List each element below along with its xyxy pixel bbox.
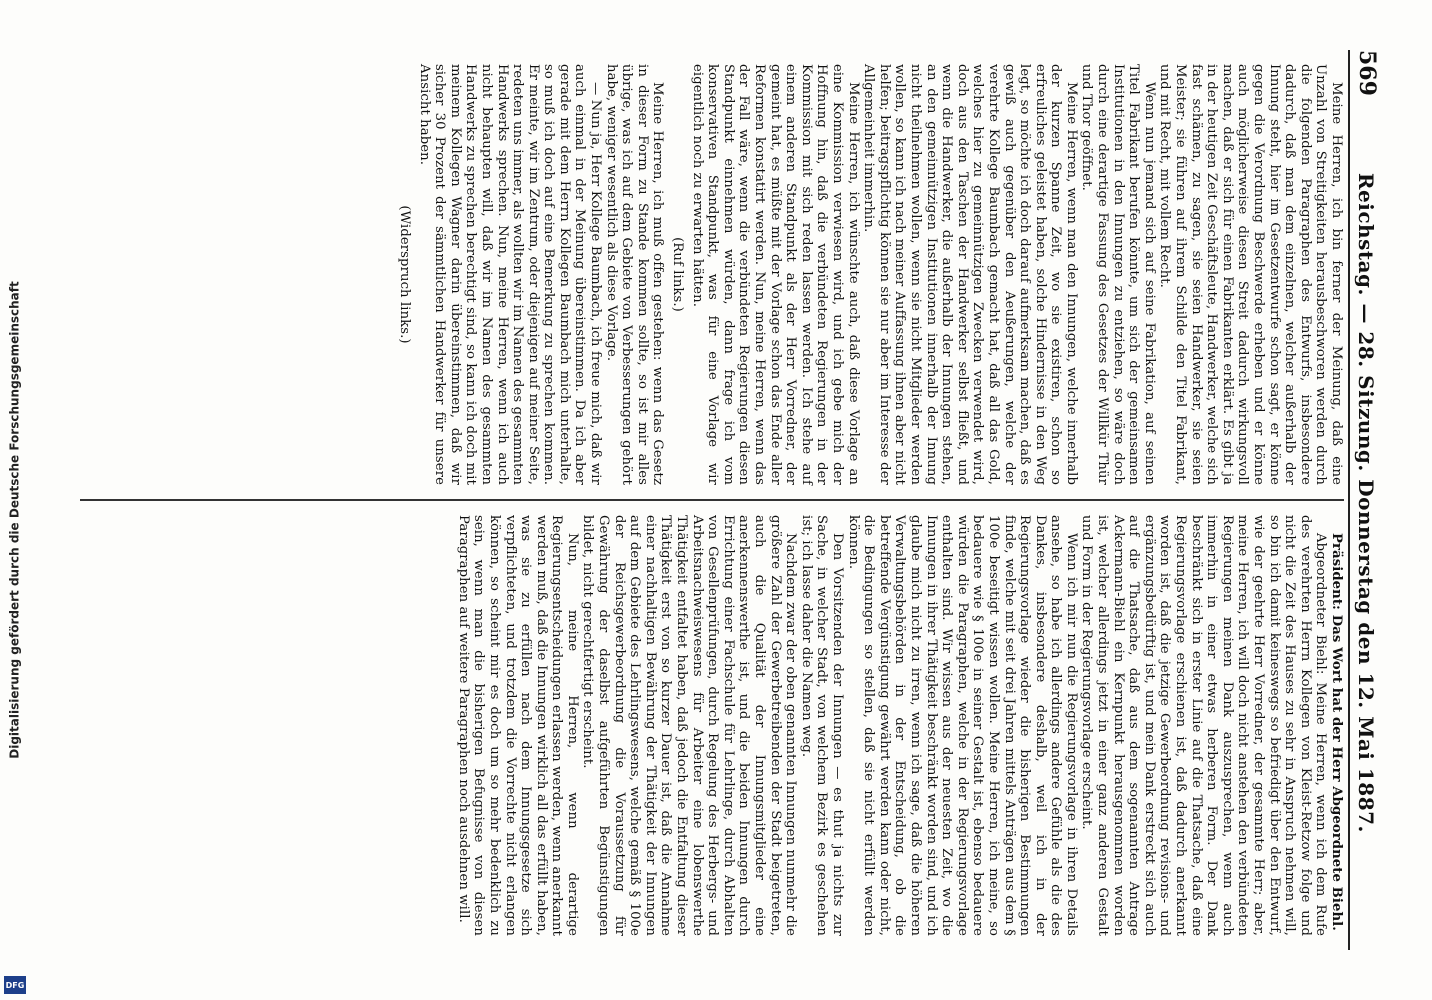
dfg-logo-icon: DFG [4,976,26,994]
paragraph: Wenn nun jemand sich auf seine Fabrikation, auf seinen Titel Fabrikant berufen könnte, um sich der gemeinsamen Institutionen in den Innungen zu entziehen, so wäre doch durch eine derartige Fassung des Gesetzes der Willkür Thür und Thor geöffnet. [1079,64,1157,485]
paragraph: Nun, meine Herren, wenn derartige Regierungsentscheidungen erlassen werden, wenn anerkannt werden muß, daß die Innungen wirklich all das erfüllt haben, was sie zu erfüllen nach dem Innungsgesetze sich verpflichteten, und trotzdem die Vorrechte nicht erlangen können, so scheint mir es doch um so mehr bedenklich zu sein, wenn man die bisherigen Befugnisse von diesen Paragraphen auf weitere Paragraphen noch ausdehnen will. [455,515,580,936]
paragraph: Den Vorsitzenden der Innungen — es thut ja nichts zur Sache, in welcher Stadt, von welchem Bezirk es geschehen ist; ich lasse daher die Namen weg. [798,515,845,936]
column-right [80,501,1344,950]
paragraph: Meine Herren, ich bin ferner der Meinung, daß eine Unzahl von Streitigkeiten herausbeschworen werden durch die folgenden Paragraphen des Entwurfs, insbesondere dadurch, daß man dem einzelnen, welcher außerhalb der Innung steht, hier im Gesetzentwurfe schon sagt, er könne gegen die Verordnung Beschwerde erheben und er könne auch möglicherweise diesen Streit dadurch wirkungsvoll machen, daß er sich für einen Fabrikanten erklärt. Es gibt ja in der heutigen Zeit Geschäftsleute, Handwerker, welche sich fast schämen, zu sagen, sie seien Handwerker, sie seien Meister; sie führen auf ihrem Schilde den Titel Fabrikant, und mit Recht, mit vollem Recht. [1157,64,1344,485]
digitization-note [2,40,28,1000]
interjection: (Widerspruch links.) [396,205,412,344]
paragraph: — Nun ja, Herr Kollege Baumbach, ich freue mich, daß wir auch einmal in der Meinung übereinstimmen. Da ich aber gerade mit dem Herrn Kollegen Baumbach mich unterhalte, so muß ich doch auf eine Bemerkung zu sprechen kommen. Er meinte, wir im Zentrum, oder diejenigen auf meiner Seite, redeten uns immer, als wollten wir im Namen des gesammten Handwerks sprechen. Nun, meine Herren, wenn ich auch nicht behaupten will, daß wir im Namen des gesammten Handwerks zu sprechen berechtigt sind, so kann ich doch mit meinem Kollegen Wagner darin übereinstimmen, daß wir sicher 30 Prozent der sämmtlichen Handwerker für unsere Ansicht haben. [416,64,604,485]
page-header [1348,50,1400,950]
paragraph: Meine Herren, ich muß offen gestehen: wenn das Gesetz in dieser Form zu Stande kommen sollte, so ist mir alles übrige, was ich auf dem Gebiete von Verbesserungen gehört habe, weniger wesentlich als diese Vorlage. [603,64,666,485]
paragraph: Abgeordneter Biehl: Meine Herren, wenn ich dem Rufe des verehrten Herrn Kollegen von Kleist-Retzow folge und nicht die Zeit des Hauses zu sehr in Anspruch nehmen will, so bin ich damit keineswegs so befriedigt über den Entwurf, wie der geehrte Herr Vorredner, der gesammte Herr; aber, meine Herren, ich will doch nicht anstehen den verbündeten Regierungen meinen Dank auszusprechen, wenn auch immerhin in einer etwas herberen Form. Der Dank beschränkt sich in erster Linie auf die Thatsache, daß eine Regierungsvorlage erschienen ist, daß dadurch anerkannt worden ist, daß die jetzige Gewerbeordnung revisions- und ergänzungsbedürftig ist, und mein Dank erstreckt sich auch auf die Thatsache, daß aus dem sogenannten Antrage Ackermann-Biehl ein Kernpunkt herausgenommen worden ist, welcher allerdings jetzt in einer ganz anderen Gestalt und Form in der Regierungsvorlage erscheint. [1079,515,1329,936]
paragraph: Nachdem zwar der oben genannten Innungen nunmehr die größere Zahl der Gewerbetreibenden der Stadt beigetreten, auch die Qualität der Innungsmitglieder eine anerkennenswerthe ist, und die beiden Innungen durch Errichtung einer Fachschule für Lehrlinge, durch Abhalten von Gesellenprüfungen, durch Regelung des Herbergs- und Arbeitsnachweiswesens für Arbeiter eine lobenswerthe Thätigkeit entfaltet haben, daß jedoch die Entfaltung dieser Thätigkeit erst von so kurzer Dauer ist, daß die Annahme einer nachhaltigen Bewährung der Thätigkeit der Innungen auf dem Gebiete des Lehrlingswesens, welche gemäß § 100e der Reichsgewerbeordnung die Voraussetzung für Gewährung der daselbst aufgeführten Begünstigungen bildet, nicht gerechtfertigt erscheint. [580,515,799,936]
paragraph: Meine Herren, ich wünschte auch, daß diese Vorlage an eine Kommission verwiesen wird, und ich gebe mich der Hoffnung hin, daß die verbündeten Regierungen in der Kommission mit sich reden lassen werden. Ich stehe auf einem anderen Standpunkt als der Herr Vorredner, der gemeint hat, es müßte mit der Vorlage schon das Ende aller Reformen konstatirt werden. Nun, meine Herren, wenn das der Fall wäre, wenn die verbündeten Regierungen diesen Standpunkt einnehmen würden, dann frage ich vom konservativen Standpunkt, was für eine Vorlage wir eigentlich noch zu erwarten hätten. [689,64,861,485]
page-number: 569 [1354,50,1380,96]
paragraph: Meine Herren, wenn man den Innungen, welche innerhalb der kurzen Spanne Zeit, wo sie existiren, schon so erfreuliches geleistet haben, solche Hindernisse in den Weg legt, so möchte ich doch darauf aufmerksam machen, daß es gewiß auch gegenüber den Aeußerungen, welche der verehrte Kollege Baumbach gemacht hat, daß all das Gold, welches hier zu gemeinnützigen Zwecken verwendet wird, doch aus den Taschen der Handwerker selbst fließt, und wenn die Handwerker, die außerhalb der Innungen stehen, an den gemeinnützigen Institutionen innerhalb der Innung nicht theilnehmen wollen, wenn sie nicht Mitglieder werden wollen, so kann ich nach meiner Auffassung ihnen aber nicht helfen; beitragspflichtig können sie nur aber im Interesse der Allgemeinheit immerhin. [861,64,1079,485]
running-head: Reichstag. — 28. Sitzung. Donnerstag den 12. Mai 1887. [1354,172,1378,833]
page-content [80,30,1400,970]
interjection: (Ruf links.) [670,237,686,312]
paragraph: Wenn ich mir nun die Regierungsvorlage in ihren Details ansehe, so habe ich allerdings andere Gefühle als die des Dankes, insbesondere deshalb, weil ich in der Regierungsvorlage wieder die bisherigen Bestimmungen finde, welche mit seit drei Jahren mittels Anträgen aus dem § 100e beseitigt wissen wollen. Meine Herren, ich meine, so bedauere wie § 100e in seiner Gestalt ist, ebenso bedauere würden die Paragraphen, welche in der Regierungsvorlage enthalten sind. Wir wissen aus der neuesten Zeit, wo die Innungen in ihrer Thätigkeit beschränkt worden sind, und ich glaube mich nicht zu irren, wenn ich sage, daß die höheren Verwaltungsbehörden in der Entscheidung, ob die betreffende Vergünstigung gewährt werden kann oder nicht, die Bedingungen so stellen, daß sie nicht erfüllt werden können. [845,515,1079,936]
digitization-text: Digitalisierung gefördert durch die Deutsche Forschungsgemeinschaft [8,281,23,759]
text-columns [80,50,1344,950]
speaker-line: Präsident: Das Wort hat der Herr Abgeordnete Biehl. [1329,533,1344,931]
column-left [80,50,1344,499]
